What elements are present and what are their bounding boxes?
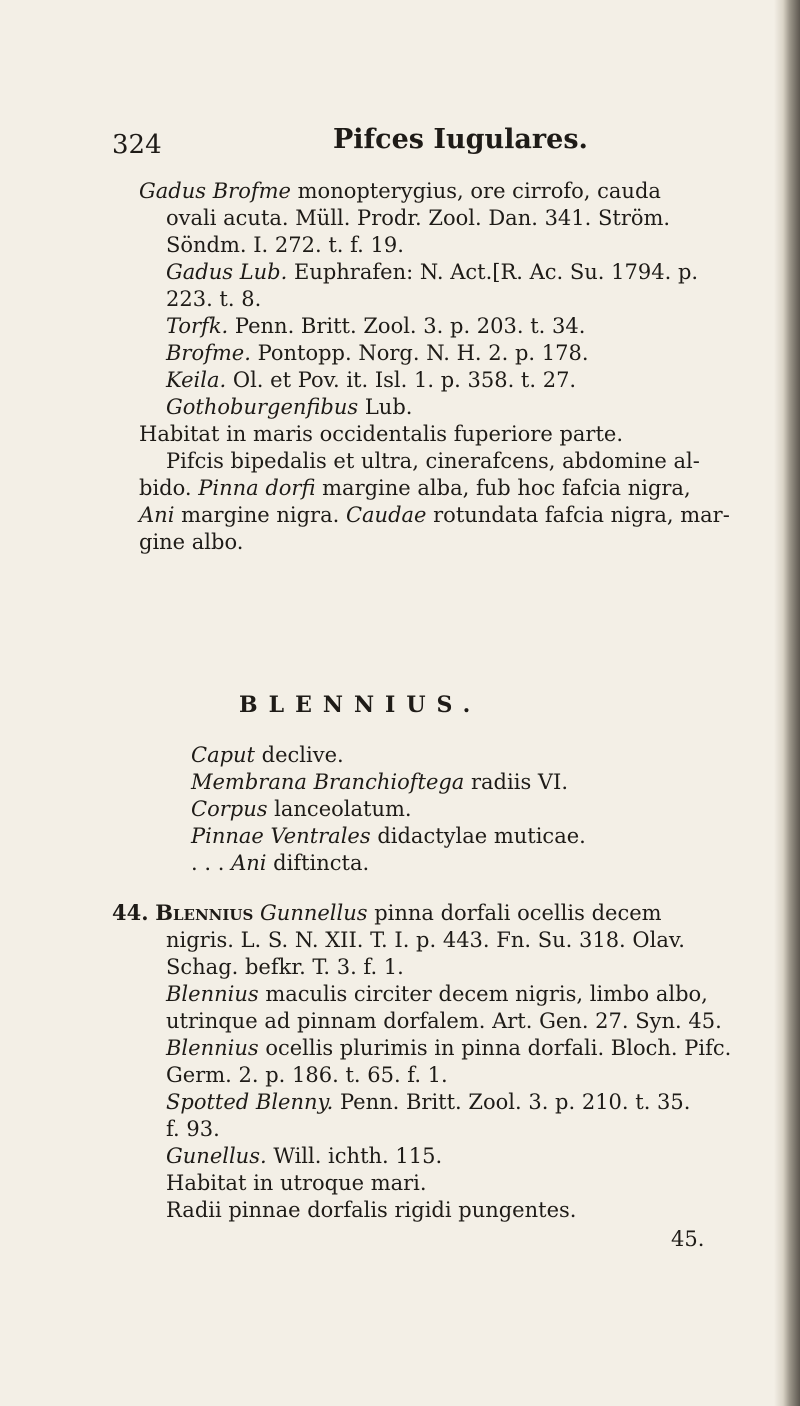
entry-44-line-4: Blennius maculis circiter decem nigris, limbo albo, bbox=[166, 982, 708, 1006]
entry-44-line-2: nigris. L. S. N. XII. T. I. p. 443. Fn. Su. 318. Olav. bbox=[166, 928, 685, 952]
gadus-line-7: Brofme. Pontopp. Norg. N. H. 2. p. 178. bbox=[166, 341, 589, 365]
entry-44-line-3: Schag. befkr. T. 3. f. 1. bbox=[166, 955, 404, 979]
character-membrana: Membrana Branchioftega radiis VI. bbox=[191, 770, 569, 794]
character-ani: . . . Ani diftincta. bbox=[191, 851, 370, 875]
page-edge-shadow bbox=[774, 0, 800, 1406]
gadus-line-4: Gadus Lub. Euphrafen: N. Act.[R. Ac. Su. 1794. p. bbox=[166, 260, 699, 284]
running-title: Pifces Iugulares. bbox=[333, 124, 588, 155]
gadus-line-3: Söndm. I. 272. t. f. 19. bbox=[166, 233, 404, 257]
gadus-desc-2: bido. Pinna dorfi margine alba, fub hoc fafcia nigra, bbox=[139, 476, 691, 500]
entry-44-line-8: Spotted Blenny. Penn. Britt. Zool. 3. p. 210. t. 35. bbox=[166, 1090, 691, 1114]
section-title-blennius: BLENNIUS. bbox=[239, 692, 482, 718]
entry-44-radii: Radii pinnae dorfalis rigidi pungentes. bbox=[166, 1198, 577, 1222]
gadus-line-6: Torfk. Penn. Britt. Zool. 3. p. 203. t. 34. bbox=[166, 314, 586, 338]
gadus-line-5: 223. t. 8. bbox=[166, 287, 262, 311]
gadus-line-8: Keila. Ol. et Pov. it. Isl. 1. p. 358. t. 27. bbox=[166, 368, 577, 392]
gadus-desc-1: Pifcis bipedalis et ultra, cinerafcens, abdomine al- bbox=[166, 449, 700, 473]
gadus-habitat: Habitat in maris occidentalis fuperiore parte. bbox=[139, 422, 623, 446]
character-caput: Caput declive. bbox=[191, 743, 344, 767]
entry-44-line-5: utrinque ad pinnam dorfalem. Art. Gen. 27. Syn. 45. bbox=[166, 1009, 722, 1033]
gadus-line-9: Gothoburgenfibus Lub. bbox=[166, 395, 413, 419]
entry-44-line-10: Gunellus. Will. ichth. 115. bbox=[166, 1144, 443, 1168]
entry-44-line-6: Blennius ocellis plurimis in pinna dorfali. Bloch. Pifc. bbox=[166, 1036, 732, 1060]
page-number: 324 bbox=[112, 130, 162, 160]
entry-44-line-1: 44. Blennius Gunnellus pinna dorfali ocellis decem bbox=[112, 900, 662, 925]
entry-44-line-7: Germ. 2. p. 186. t. 65. f. 1. bbox=[166, 1063, 448, 1087]
gadus-desc-3: Ani margine nigra. Caudae rotundata fafcia nigra, mar- bbox=[139, 503, 730, 527]
gadus-desc-4: gine albo. bbox=[139, 530, 244, 554]
character-pinnae: Pinnae Ventrales didactylae muticae. bbox=[191, 824, 586, 848]
gadus-line-1: Gadus Brofme monopterygius, ore cirrofo, cauda bbox=[139, 179, 661, 203]
gadus-line-2: ovali acuta. Müll. Prodr. Zool. Dan. 341. Ström. bbox=[166, 206, 671, 230]
entry-44-line-9: f. 93. bbox=[166, 1117, 220, 1141]
entry-44-habitat: Habitat in utroque mari. bbox=[166, 1171, 427, 1195]
character-corpus: Corpus lanceolatum. bbox=[191, 797, 412, 821]
catchword: 45. bbox=[671, 1227, 705, 1251]
